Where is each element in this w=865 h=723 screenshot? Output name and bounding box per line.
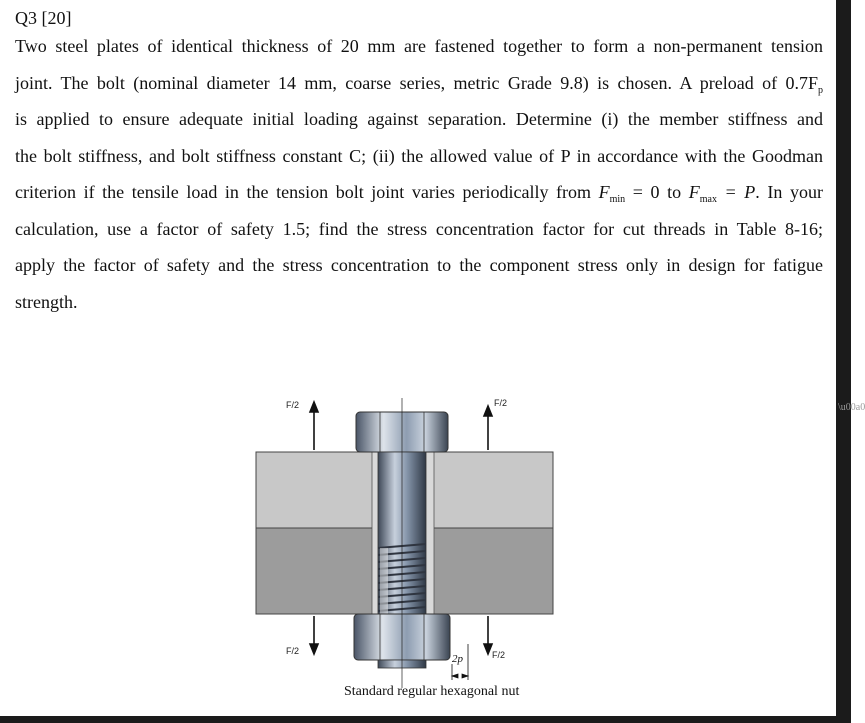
force-arrow-top-right bbox=[484, 406, 492, 450]
fmax-equation: = P bbox=[716, 182, 756, 202]
paragraph-line-5 bbox=[15, 174, 823, 211]
fmax-subscript: max bbox=[699, 194, 717, 205]
line-2-text: joint. The bolt (nominal diameter 14 mm, coarse series, metric Grade 9.8) is chosen. A preload of 0.7F bbox=[15, 72, 818, 93]
force-label-top-right: F/2 bbox=[494, 398, 508, 408]
force-arrow-bottom-left bbox=[310, 616, 318, 654]
paragraph-line-4: the bolt stiffness, and bolt stiffness constant C; (ii) the allowed value of P in accordance with the Goodman bbox=[15, 145, 823, 166]
fmax-symbol: F bbox=[688, 182, 700, 202]
paragraph-line-7: apply the factor of safety and the stress concentration to the component stress only in design for fatigue bbox=[15, 255, 823, 275]
preload-subscript: p bbox=[818, 84, 823, 96]
bolted-joint-figure bbox=[230, 388, 610, 710]
paragraph-line-3: is applied to ensure adequate initial loading against separation. Determine (i) the member stiffness and bbox=[15, 109, 823, 129]
fmin-equation: = 0 to bbox=[625, 182, 689, 202]
force-label-bottom-left: F/2 bbox=[286, 646, 300, 656]
paragraph-line-8: strength. bbox=[15, 291, 78, 312]
fmin-subscript: min bbox=[609, 194, 626, 205]
force-label-top-left: F/2 bbox=[286, 400, 300, 410]
line-5-text: criterion if the tensile load in the tension bolt joint varies periodically from bbox=[15, 182, 599, 202]
fmin-symbol: F bbox=[598, 182, 610, 202]
line-5-tail: . In your bbox=[755, 182, 823, 202]
paragraph-line-1: Two steel plates of identical thickness of 20 mm are fastened together to form a non-permanent tension bbox=[15, 36, 823, 56]
force-arrow-top-left bbox=[310, 402, 318, 450]
question-heading: Q3 [20] bbox=[15, 8, 72, 28]
force-arrow-bottom-right bbox=[484, 616, 492, 654]
paragraph-line-2 bbox=[15, 65, 823, 102]
pitch-label: 2p bbox=[452, 653, 463, 665]
force-label-bottom-right: F/2 bbox=[492, 650, 506, 660]
figure-caption: Standard regular hexagonal nut bbox=[344, 684, 520, 699]
adjacent-window-edge: \u00a0 bbox=[836, 0, 851, 723]
question-paragraph bbox=[15, 28, 823, 320]
bottom-border bbox=[0, 716, 836, 723]
paragraph-line-6: calculation, use a factor of safety 1.5; find the stress concentration factor for cut threads in Table 8-16; bbox=[15, 218, 823, 239]
